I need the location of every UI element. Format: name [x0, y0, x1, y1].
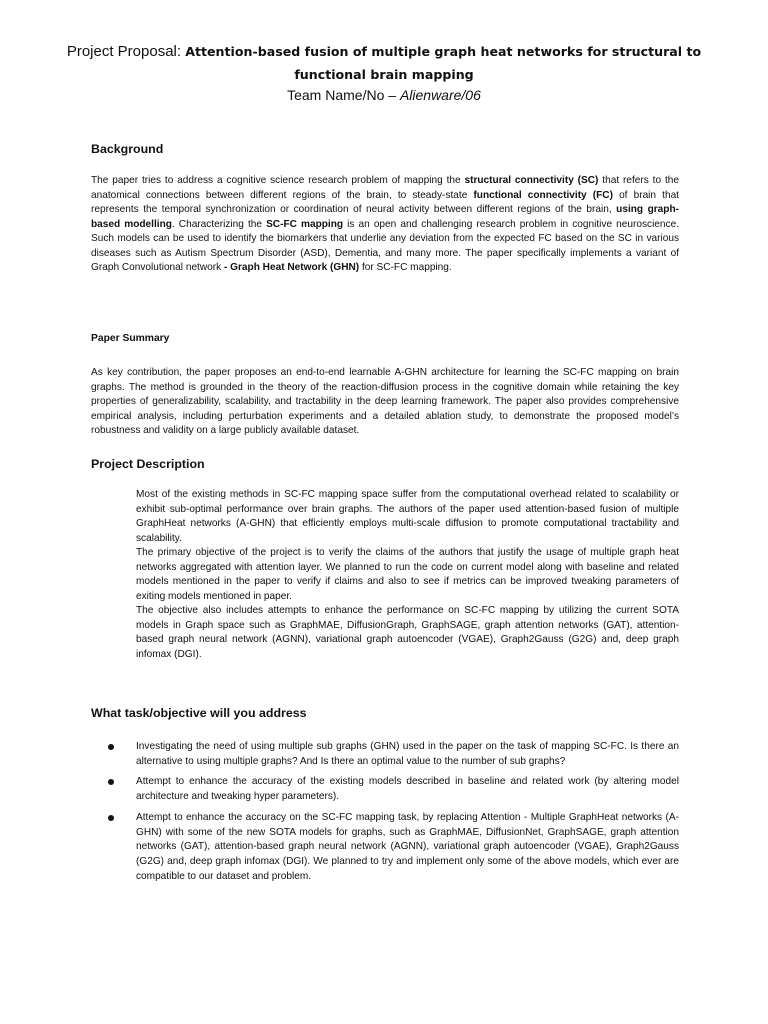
team-value: Alienware/06	[399, 87, 481, 103]
summary-paragraph: As key contribution, the paper proposes an end-to-end learnable A-GHN architecture for learning the SC-FC mapping on brain graphs. The method is grounded in the theory of the reaction-diffusion process in the cognitive domain while retaining the key properties of generalizability, scalability, and tractability in the deep learning framework. The paper also provides comprehensive empirical analysis, including perturbation experiments and a detailed ablation study, to demonstrate the proposed model’s robustness and validity on a large publicly available dataset.	[91, 367, 679, 436]
objective-text: Attempt to enhance the accuracy of the existing models described in baseline and related work (by altering model architecture and tweaking hyper parameters).	[136, 776, 679, 803]
description-heading: Project Description	[91, 457, 205, 471]
title-prefix: Project Proposal:	[66, 43, 186, 60]
summary-heading: Paper Summary	[91, 333, 170, 344]
team-label: Team Name/No –	[287, 87, 400, 103]
background-bold-ghn: - Graph Heat Network (GHN)	[223, 262, 360, 273]
background-text-3: of brain that represents the temporal synchronization or coordination of neural activity between different regions of the brain,	[91, 189, 679, 215]
background-bold-fc: functional connectivity (FC)	[473, 189, 613, 201]
list-item	[108, 740, 679, 769]
background-text-2: that refers to the anatomical connections between different regions of the brain, to steady-state	[91, 175, 679, 201]
background-text-6: for SC-FC mapping.	[359, 262, 452, 273]
bullet-icon	[108, 815, 114, 821]
background-bold-graph-modelling: using graph-based modelling	[91, 204, 679, 230]
title-main-part-2: functional brain mapping	[294, 67, 474, 82]
background-bold-sc: structural connectivity (SC)	[464, 175, 599, 186]
objectives-list	[108, 740, 679, 890]
description-paragraph-2: The primary objective of the project is to verify the claims of the authors that justify the usage of multiple graph heat networks aggregated with attention layer. We planned to run the code on current model along with baseline and related models mentioned in the paper to verify if claims and also to see if metrics can be improved tweaking parameters of exiting models mentioned in paper.	[136, 547, 679, 602]
bullet-icon	[108, 744, 114, 750]
objectives-heading: What task/objective will you address	[91, 706, 307, 720]
list-item	[108, 775, 679, 804]
background-paragraph	[91, 174, 679, 276]
list-item	[108, 811, 679, 885]
title-line-1	[0, 42, 768, 62]
background-text-5: is an open and challenging research problem in cognitive neuroscience. Such models can be used to identify the biomarkers that underlie any deviation from the expected FC based on the SC in various diseases such as Autism Spectrum Disorder (ASD), Dementia, and many more. The paper specifically implements a variant of Graph Convolutional network	[91, 218, 680, 273]
description-paragraph-3: The objective also includes attempts to enhance the performance on SC-FC mapping by utilizing the current SOTA models in Graph space such as GraphMAE, DiffusionGraph, GraphSAGE, graph attention networks (GAT), attention-based graph neural network (AGNN), variational graph autoencoder (VGAE), Graph2Gauss (G2G) and, deep graph infomax (DGI).	[136, 605, 679, 660]
title-main-part-1: Attention-based fusion of multiple graph heat networks for structural to	[185, 44, 702, 59]
background-text-1: The paper tries to address a cognitive science research problem of mapping the	[91, 175, 465, 186]
bullet-icon	[108, 779, 114, 785]
objective-text: Attempt to enhance the accuracy on the SC-FC mapping task, by replacing Attention - Multiple GraphHeat networks (A-GHN) with some of the new SOTA models for graphs, such as GraphMAE, DiffusionNet, GraphSAGE, graph attention networks (GAT), attention-based graph neural network (AGNN), variational graph autoencoder (VGAE), Graph2Gauss (G2G) and, deep graph infomax (DGI). We planned to try and implement only some of the above models, which ever are compatible to our dataset and problem.	[136, 811, 679, 882]
background-text-4: . Characterizing the	[171, 218, 267, 230]
team-line	[0, 86, 768, 104]
background-bold-scfc: SC-FC mapping	[266, 218, 344, 230]
objective-text: Investigating the need of using multiple sub graphs (GHN) used in the paper on the task of mapping SC-FC. Is there an alternative to using multiple graphs? And Is there an optimal value to the number of sub graphs?	[136, 741, 679, 767]
description-paragraph-1: Most of the existing methods in SC-FC mapping space suffer from the computational overhead related to scalability or exhibit sub-optimal performance over brain graphs. The authors of the paper used attention-based fusion of multiple GraphHeat networks (A-GHN) that efficiently employs multi-scale diffusion to promote computational tractability and scalability.	[136, 489, 679, 544]
background-heading: Background	[91, 142, 164, 156]
description-body	[136, 488, 679, 662]
